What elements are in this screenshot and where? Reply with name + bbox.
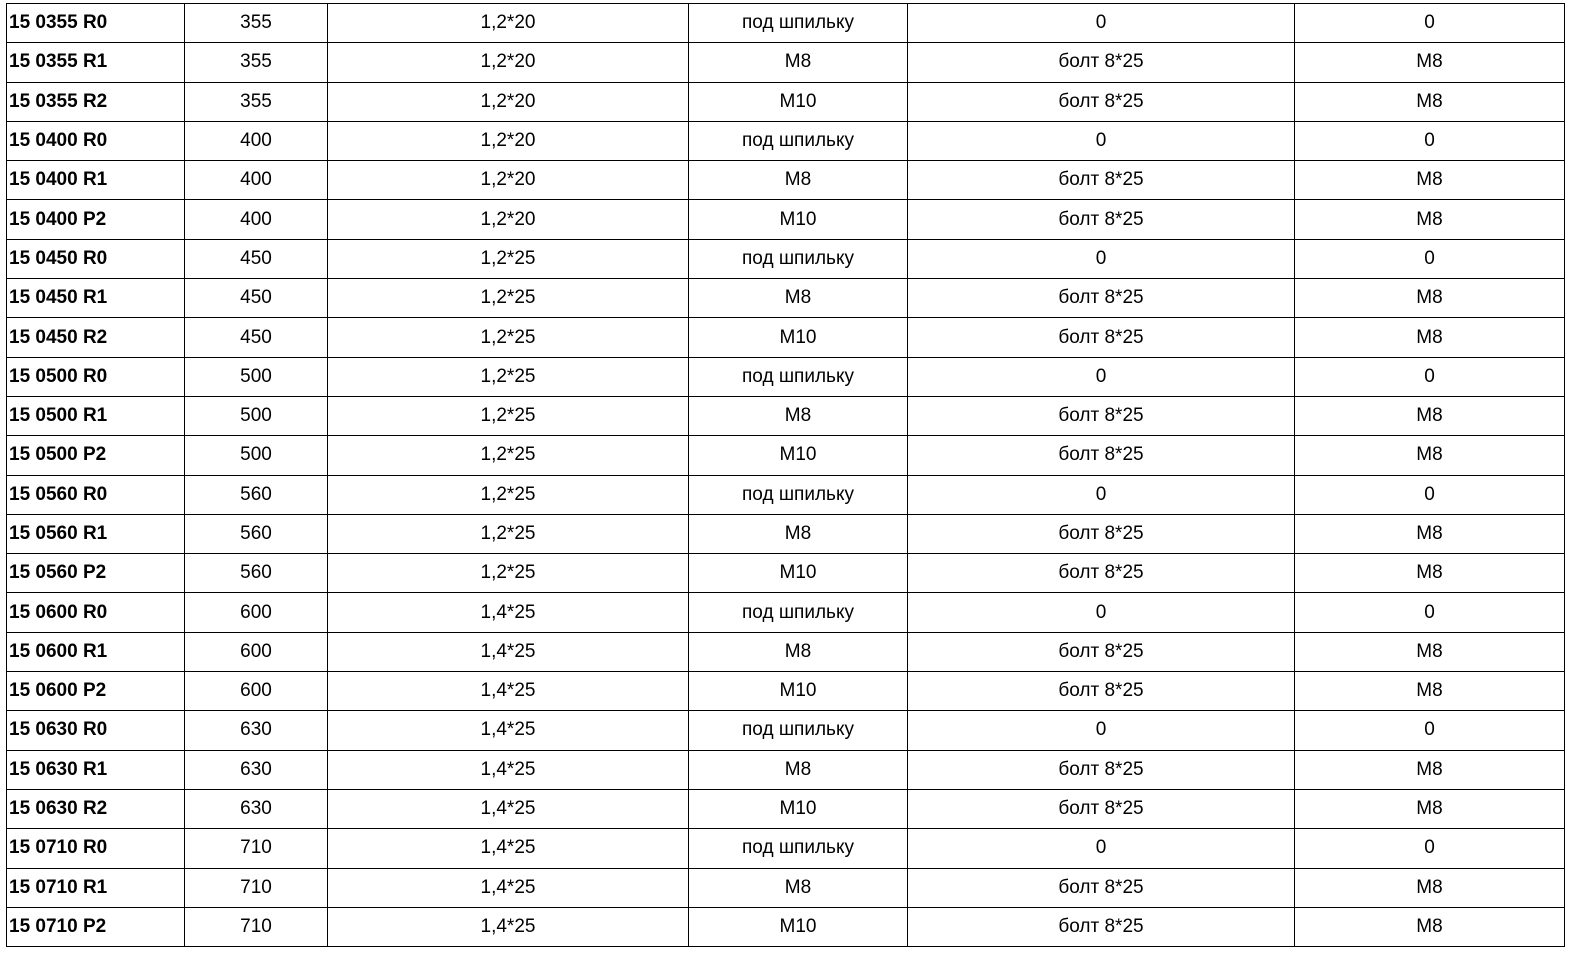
code-cell: 15 0500 P2 [7, 436, 185, 475]
dimension-cell: 1,4*25 [328, 868, 689, 907]
size-cell: 600 [185, 672, 328, 711]
dimension-cell: 1,4*25 [328, 672, 689, 711]
mount-cell: M8 [689, 279, 908, 318]
thread-cell: M8 [1295, 279, 1565, 318]
mount-cell: M8 [689, 396, 908, 435]
size-cell: 400 [185, 200, 328, 239]
code-cell: 15 0355 R1 [7, 43, 185, 82]
spec-table-body [7, 4, 1565, 947]
table-row [7, 396, 1565, 435]
bolt-cell: болт 8*25 [908, 279, 1295, 318]
mount-cell: M10 [689, 789, 908, 828]
bolt-cell: 0 [908, 475, 1295, 514]
size-cell: 355 [185, 82, 328, 121]
bolt-cell: 0 [908, 711, 1295, 750]
table-row [7, 161, 1565, 200]
size-cell: 450 [185, 239, 328, 278]
dimension-cell: 1,4*25 [328, 829, 689, 868]
size-cell: 560 [185, 554, 328, 593]
dimension-cell: 1,2*25 [328, 396, 689, 435]
code-cell: 15 0600 R1 [7, 632, 185, 671]
table-row [7, 593, 1565, 632]
dimension-cell: 1,2*25 [328, 318, 689, 357]
thread-cell: 0 [1295, 593, 1565, 632]
dimension-cell: 1,2*25 [328, 436, 689, 475]
dimension-cell: 1,4*25 [328, 789, 689, 828]
mount-cell: M8 [689, 632, 908, 671]
thread-cell: M8 [1295, 436, 1565, 475]
table-row [7, 554, 1565, 593]
bolt-cell: болт 8*25 [908, 43, 1295, 82]
bolt-cell: болт 8*25 [908, 514, 1295, 553]
bolt-cell: болт 8*25 [908, 868, 1295, 907]
table-row [7, 475, 1565, 514]
table-row [7, 121, 1565, 160]
mount-cell: M10 [689, 200, 908, 239]
table-row [7, 750, 1565, 789]
bolt-cell: болт 8*25 [908, 200, 1295, 239]
dimension-cell: 1,2*25 [328, 239, 689, 278]
bolt-cell: 0 [908, 357, 1295, 396]
code-cell: 15 0450 R1 [7, 279, 185, 318]
mount-cell: M10 [689, 554, 908, 593]
dimension-cell: 1,2*25 [328, 514, 689, 553]
thread-cell: M8 [1295, 82, 1565, 121]
size-cell: 500 [185, 436, 328, 475]
dimension-cell: 1,2*20 [328, 121, 689, 160]
mount-cell: под шпильку [689, 711, 908, 750]
dimension-cell: 1,2*20 [328, 200, 689, 239]
dimension-cell: 1,2*25 [328, 475, 689, 514]
table-row [7, 711, 1565, 750]
bolt-cell: болт 8*25 [908, 907, 1295, 946]
thread-cell: M8 [1295, 750, 1565, 789]
mount-cell: под шпильку [689, 829, 908, 868]
thread-cell: 0 [1295, 829, 1565, 868]
thread-cell: M8 [1295, 554, 1565, 593]
thread-cell: M8 [1295, 396, 1565, 435]
code-cell: 15 0560 R1 [7, 514, 185, 553]
bolt-cell: болт 8*25 [908, 632, 1295, 671]
dimension-cell: 1,2*25 [328, 554, 689, 593]
bolt-cell: болт 8*25 [908, 436, 1295, 475]
mount-cell: M8 [689, 43, 908, 82]
thread-cell: 0 [1295, 121, 1565, 160]
spec-table [6, 3, 1565, 947]
code-cell: 15 0560 R0 [7, 475, 185, 514]
bolt-cell: 0 [908, 239, 1295, 278]
dimension-cell: 1,2*20 [328, 82, 689, 121]
mount-cell: под шпильку [689, 475, 908, 514]
bolt-cell: болт 8*25 [908, 750, 1295, 789]
code-cell: 15 0450 R2 [7, 318, 185, 357]
bolt-cell: болт 8*25 [908, 672, 1295, 711]
thread-cell: M8 [1295, 868, 1565, 907]
thread-cell: M8 [1295, 318, 1565, 357]
size-cell: 630 [185, 750, 328, 789]
code-cell: 15 0400 P2 [7, 200, 185, 239]
bolt-cell: болт 8*25 [908, 318, 1295, 357]
size-cell: 630 [185, 711, 328, 750]
code-cell: 15 0600 P2 [7, 672, 185, 711]
size-cell: 355 [185, 43, 328, 82]
dimension-cell: 1,2*25 [328, 279, 689, 318]
code-cell: 15 0600 R0 [7, 593, 185, 632]
bolt-cell: болт 8*25 [908, 554, 1295, 593]
mount-cell: M8 [689, 750, 908, 789]
thread-cell: M8 [1295, 161, 1565, 200]
thread-cell: M8 [1295, 200, 1565, 239]
mount-cell: M10 [689, 907, 908, 946]
table-row [7, 239, 1565, 278]
code-cell: 15 0630 R1 [7, 750, 185, 789]
table-row [7, 318, 1565, 357]
size-cell: 500 [185, 396, 328, 435]
table-row [7, 4, 1565, 43]
bolt-cell: 0 [908, 593, 1295, 632]
bolt-cell: болт 8*25 [908, 396, 1295, 435]
bolt-cell: 0 [908, 121, 1295, 160]
thread-cell: M8 [1295, 789, 1565, 828]
dimension-cell: 1,2*25 [328, 357, 689, 396]
thread-cell: 0 [1295, 239, 1565, 278]
table-row [7, 829, 1565, 868]
dimension-cell: 1,4*25 [328, 750, 689, 789]
table-row [7, 279, 1565, 318]
table-row [7, 868, 1565, 907]
thread-cell: M8 [1295, 632, 1565, 671]
table-row [7, 632, 1565, 671]
mount-cell: под шпильку [689, 121, 908, 160]
mount-cell: M10 [689, 672, 908, 711]
thread-cell: 0 [1295, 357, 1565, 396]
mount-cell: M10 [689, 436, 908, 475]
size-cell: 500 [185, 357, 328, 396]
mount-cell: под шпильку [689, 357, 908, 396]
size-cell: 710 [185, 829, 328, 868]
table-row [7, 200, 1565, 239]
table-row [7, 43, 1565, 82]
bolt-cell: 0 [908, 4, 1295, 43]
code-cell: 15 0355 R0 [7, 4, 185, 43]
mount-cell: под шпильку [689, 593, 908, 632]
code-cell: 15 0400 R1 [7, 161, 185, 200]
dimension-cell: 1,4*25 [328, 711, 689, 750]
size-cell: 560 [185, 475, 328, 514]
size-cell: 710 [185, 907, 328, 946]
table-row [7, 789, 1565, 828]
size-cell: 450 [185, 318, 328, 357]
size-cell: 400 [185, 121, 328, 160]
dimension-cell: 1,2*20 [328, 161, 689, 200]
thread-cell: 0 [1295, 475, 1565, 514]
size-cell: 560 [185, 514, 328, 553]
spec-table-container [6, 3, 1565, 947]
mount-cell: M8 [689, 161, 908, 200]
code-cell: 15 0400 R0 [7, 121, 185, 160]
table-row [7, 436, 1565, 475]
dimension-cell: 1,4*25 [328, 907, 689, 946]
dimension-cell: 1,2*20 [328, 43, 689, 82]
code-cell: 15 0500 R0 [7, 357, 185, 396]
mount-cell: под шпильку [689, 239, 908, 278]
bolt-cell: болт 8*25 [908, 82, 1295, 121]
code-cell: 15 0355 R2 [7, 82, 185, 121]
table-row [7, 907, 1565, 946]
dimension-cell: 1,4*25 [328, 593, 689, 632]
thread-cell: M8 [1295, 43, 1565, 82]
table-row [7, 357, 1565, 396]
bolt-cell: болт 8*25 [908, 789, 1295, 828]
code-cell: 15 0710 R1 [7, 868, 185, 907]
code-cell: 15 0710 R0 [7, 829, 185, 868]
size-cell: 710 [185, 868, 328, 907]
size-cell: 450 [185, 279, 328, 318]
table-row [7, 514, 1565, 553]
code-cell: 15 0710 P2 [7, 907, 185, 946]
size-cell: 600 [185, 632, 328, 671]
bolt-cell: 0 [908, 829, 1295, 868]
code-cell: 15 0560 P2 [7, 554, 185, 593]
size-cell: 630 [185, 789, 328, 828]
mount-cell: M10 [689, 82, 908, 121]
size-cell: 400 [185, 161, 328, 200]
code-cell: 15 0500 R1 [7, 396, 185, 435]
bolt-cell: болт 8*25 [908, 161, 1295, 200]
thread-cell: 0 [1295, 711, 1565, 750]
size-cell: 355 [185, 4, 328, 43]
mount-cell: M10 [689, 318, 908, 357]
dimension-cell: 1,4*25 [328, 632, 689, 671]
code-cell: 15 0630 R2 [7, 789, 185, 828]
thread-cell: M8 [1295, 672, 1565, 711]
dimension-cell: 1,2*20 [328, 4, 689, 43]
mount-cell: под шпильку [689, 4, 908, 43]
code-cell: 15 0450 R0 [7, 239, 185, 278]
size-cell: 600 [185, 593, 328, 632]
thread-cell: 0 [1295, 4, 1565, 43]
mount-cell: M8 [689, 868, 908, 907]
table-row [7, 82, 1565, 121]
code-cell: 15 0630 R0 [7, 711, 185, 750]
mount-cell: M8 [689, 514, 908, 553]
table-row [7, 672, 1565, 711]
thread-cell: M8 [1295, 907, 1565, 946]
thread-cell: M8 [1295, 514, 1565, 553]
